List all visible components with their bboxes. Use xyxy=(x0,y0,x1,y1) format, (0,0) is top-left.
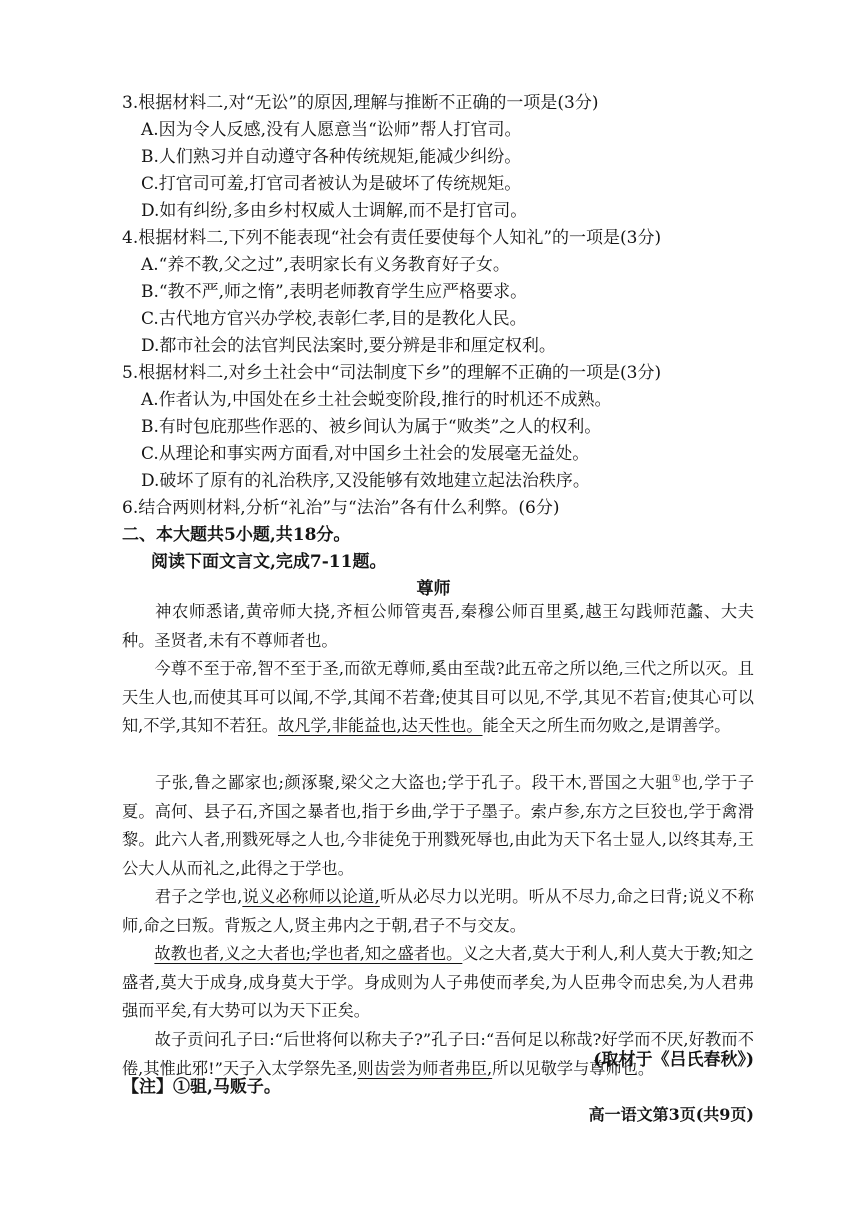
passage-p6-text-a: 故子贡问孔子曰:“后世将何以称夫子?”孔子曰:“吾何足以称哉?好学而不厌,好教而不倦,其惟此邪!”天子入太学祭先圣, xyxy=(122,1030,754,1078)
question-5-option-b: B.有时包庇那些作恶的、被乡间认为属于“败类”之人的权利。 xyxy=(141,417,602,437)
question-5-option-a: A.作者认为,中国处在乡土社会蜕变阶段,推行的时机还不成熟。 xyxy=(141,390,612,410)
question-5-stem: 5.根据材料二,对乡土社会中“司法制度下乡”的理解不正确的一项是(3分) xyxy=(122,363,662,383)
passage-p5-underlined: 故教也者,义之大者也;学也者,知之盛者也。 xyxy=(154,944,463,963)
question-3-option-d: D.如有纠纷,多由乡村权威人士调解,而不是打官司。 xyxy=(141,201,528,221)
passage-paragraph-3 xyxy=(122,769,754,883)
passage-p4-text-a: 君子之学也, xyxy=(154,887,243,906)
passage-p3-text-a: 子张,鲁之鄙家也;颜涿聚,梁父之大盗也;学于孔子。段干木,晋国之大驵 xyxy=(154,773,673,792)
question-5-option-c: C.从理论和事实两方面看,对中国乡土社会的发展毫无益处。 xyxy=(141,444,590,464)
passage-p6-text-b: 所以见敬学与尊师也。 xyxy=(492,1058,655,1078)
question-4-option-c: C.古代地方官兴办学校,表彰仁孝,目的是教化人民。 xyxy=(141,309,527,329)
footnote: 【注】①驵,马贩子。 xyxy=(122,1077,281,1097)
question-4-option-b: B.“教不严,师之惰”,表明老师教育学生应严格要求。 xyxy=(141,282,528,302)
passage-p4-text-b: 听从必尽力以光明。听从不尽力,命之曰背;说义不称师,命之曰叛。背叛之人,贤主弗内之于朝,君子不与交友。 xyxy=(122,887,754,935)
passage-p3-text-b: 也,学于子夏。高何、县子石,齐国之暴者也,指于乡曲,学于子墨子。索卢参,东方之巨狡也,学于禽滑黎。此六人者,刑戮死辱之人也,今非徒免于刑戮死辱也,由此为天下名士显人,以终其寿,王公大人从而礼之,此得之于学也。 xyxy=(122,773,755,878)
passage-p6-underlined: 则齿尝为师者弗臣, xyxy=(357,1058,493,1078)
passage-paragraph-5 xyxy=(122,940,754,1026)
passage-p2-text-b: 能全天之所生而勿败之,是谓善学。 xyxy=(482,716,731,735)
section-2-heading: 二、本大题共5小题,共18分。 xyxy=(122,525,351,545)
question-3-stem: 3.根据材料二,对“无讼”的原因,理解与推断不正确的一项是(3分) xyxy=(122,93,599,113)
page-footer: 高一语文第3页(共9页) xyxy=(588,1105,754,1124)
passage-title: 尊师 xyxy=(416,579,451,599)
passage-p2-underlined: 故凡学,非能益也,达天性也。 xyxy=(277,716,483,735)
question-3-option-c: C.打官司可羞,打官司者被认为是破坏了传统规矩。 xyxy=(141,174,522,194)
passage-p1-text: 神农师悉诸,黄帝师大挠,齐桓公师管夷吾,秦穆公师百里奚,越王勾践师范蠡、大夫种。圣贤者,未有不尊师者也。 xyxy=(122,602,754,650)
question-4-stem: 4.根据材料二,下列不能表现“社会有责任要使每个人知礼”的一项是(3分) xyxy=(122,228,662,248)
section-2-instruction: 阅读下面文言文,完成7-11题。 xyxy=(151,552,387,572)
passage-paragraph-4 xyxy=(122,883,754,940)
passage-p4-underlined: 说义必称师以论道, xyxy=(242,887,380,906)
question-5-option-d: D.破坏了原有的礼治秩序,又没能够有效地建立起法治秩序。 xyxy=(141,471,590,491)
question-3-option-a: A.因为令人反感,没有人愿意当“讼师”帮人打官司。 xyxy=(141,120,522,140)
passage-paragraph-2 xyxy=(122,655,754,741)
passage-paragraph-1 xyxy=(122,598,754,655)
question-4-option-a: A.“养不教,父之过”,表明家长有义务教育好子女。 xyxy=(141,255,510,275)
passage-p2-text-a: 今尊不至于帝,智不至于圣,而欲无尊师,奚由至哉?此五帝之所以绝,三代之所以灭。且天生人也,而使其耳可以闻,不学,其闻不若聋;使其目可以见,不学,其见不若盲;使其心可以知,不学,其知不若狂。 xyxy=(122,659,754,735)
question-3-option-b: B.人们熟习并自动遵守各种传统规矩,能减少纠纷。 xyxy=(141,147,522,167)
passage-source: (取材于《吕氏春秋》) xyxy=(593,1050,754,1070)
footnote-marker: ① xyxy=(672,773,682,785)
question-6-stem: 6.结合两则材料,分析“礼治”与“法治”各有什么利弊。(6分) xyxy=(122,498,560,518)
passage-p5-text-b: 义之大者,莫大于利人,利人莫大于教;知之盛者,莫大于成身,成身莫大于学。身成则为人子弗使而孝矣,为人臣弗令而忠矣,为人君弗强而平矣,有大势可以为天下正矣。 xyxy=(122,944,754,1020)
question-4-option-d: D.都市社会的法官判民法案时,要分辨是非和厘定权利。 xyxy=(141,336,556,356)
